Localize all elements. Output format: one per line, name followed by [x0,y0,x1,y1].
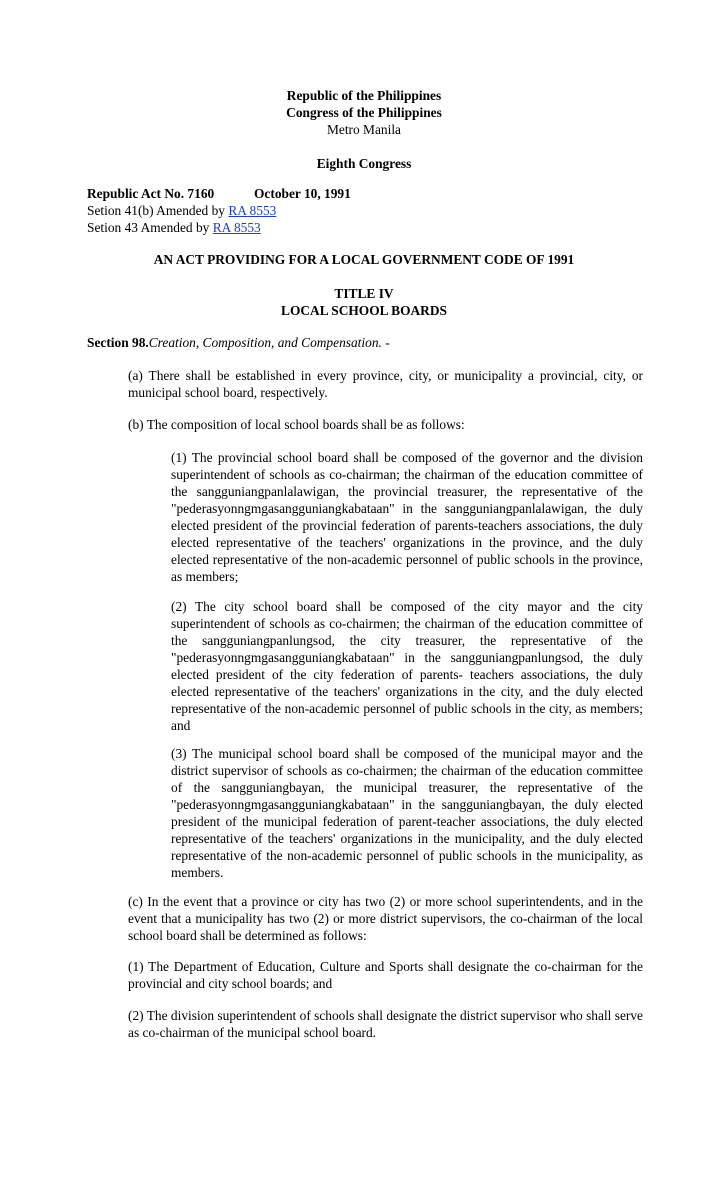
header-republic: Republic of the Philippines [286,88,442,103]
title-heading [247,285,481,319]
paragraph-b1: (1) The provincial school board shall be composed of the governor and the division superintendent of schools as co-chairman; the chairman of the education committee of the sangguniangpanlalawigan, the provincial treasurer, the representative of the "pederasyonngmgasangguniangkabataan" in the sangguniangpanlalawigan, the duly elected president of the provincial federation of parents-teachers associations, the duly elected representative of the teachers' organizations in the province, and the duly elected representative of the non-academic personnel of public schools in the province, as members; [171,450,643,584]
paragraph-c: (c) In the event that a province or city has two (2) or more school superintendents, and in the event that a municipality has two (2) or more district supervisors, the co-chairman of the local school board shall be determined as follows: [128,894,643,943]
title-number: TITLE IV [334,286,394,301]
act-number: Republic Act No. 7160 [87,186,215,201]
section-label: Section 98. [87,335,149,350]
paragraph-b2: (2) The city school board shall be composed of the city mayor and the city superintendent of schools as co-chairmen; the chairman of the education committee of the sangguniangpanlungsod, the city treasurer, the representative of the "pederasyonngmgasangguniangkabataan" in the sangguniangpanlungsod, the duly elected president of the city federation of parents- teachers associations, the duly elected representative of the teachers' organizations in the city, and the duly elected representative of the non-academic personnel of public schools in the city, as members; and [171,599,643,733]
paragraph-c1: (1) The Department of Education, Culture and Sports shall designate the co-chairman for the provincial and city school boards; and [128,959,643,991]
amendment-2-link[interactable]: RA 8553 [212,220,261,235]
act-metadata [87,185,647,236]
document-header [247,87,481,172]
amendment-row-2 [87,219,647,236]
amendment-2-text: Setion 43 Amended by [87,220,210,235]
paragraph-a: (a) There shall be established in every province, city, or municipality a provincial, city, or municipal school board, respectively. [128,368,643,400]
title-name: LOCAL SCHOOL BOARDS [281,303,447,318]
header-congress: Congress of the Philippines [286,105,442,120]
amendment-1-text: Setion 41(b) Amended by [87,203,225,218]
header-location: Metro Manila [326,122,401,137]
paragraph-b: (b) The composition of local school boards shall be as follows: [128,417,465,432]
act-title: AN ACT PROVIDING FOR A LOCAL GOVERNMENT CODE OF 1991 [153,252,575,267]
amendment-1-link[interactable]: RA 8553 [228,203,277,218]
act-date: October 10, 1991 [254,186,351,201]
paragraph-b3: (3) The municipal school board shall be composed of the municipal mayor and the district supervisor of schools as co-chairmen; the chairman of the education committee of the sangguniangbayan, the municipal treasurer, the representative of the "pederasyonngmgasangguniangkabataan" in the sangguniangbayan, the duly elected president of the municipal federation of parent-teacher associations, the duly elected representative of the teachers' organizations in the municipality, and the duly elected representative of the non-academic personnel of public schools in the municipality, as members. [171,746,643,880]
section-title: Creation, Composition, and Compensation. - [148,335,390,350]
header-congress-number: Eighth Congress [316,156,412,171]
amendment-row-1 [87,202,647,219]
paragraph-c2: (2) The division superintendent of schools shall designate the district supervisor who shall serve as co-chairman of the municipal school board. [128,1008,643,1040]
act-row [87,185,647,202]
section-heading [87,334,647,351]
header-spacer [247,138,481,155]
